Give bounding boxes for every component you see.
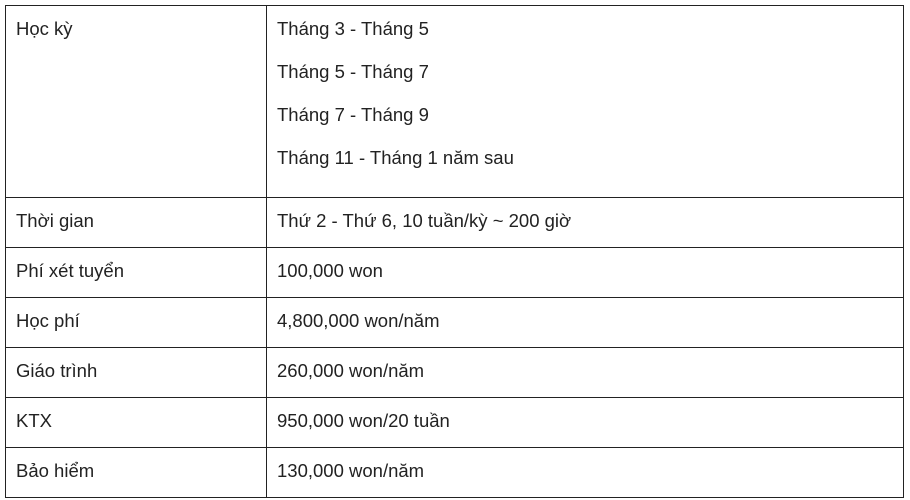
table-row-application-fee xyxy=(6,248,904,298)
value-cell xyxy=(267,398,904,448)
value-cell xyxy=(267,348,904,398)
value-cell xyxy=(267,448,904,498)
semester-item: Tháng 3 - Tháng 5 xyxy=(277,18,429,39)
info-table xyxy=(5,5,904,498)
label-cell xyxy=(6,398,267,448)
label-cell xyxy=(6,348,267,398)
row-label: Thời gian xyxy=(16,210,94,231)
row-value: Thứ 2 - Thứ 6, 10 tuần/kỳ ~ 200 giờ xyxy=(277,210,572,231)
label-cell xyxy=(6,298,267,348)
row-value: 260,000 won/năm xyxy=(277,360,425,381)
row-value: 100,000 won xyxy=(277,260,383,281)
table-row-semester xyxy=(6,6,904,198)
table-row-dormitory xyxy=(6,398,904,448)
semester-item: Tháng 5 - Tháng 7 xyxy=(277,61,429,82)
row-label: Giáo trình xyxy=(16,360,98,381)
label-cell xyxy=(6,198,267,248)
table-row-tuition xyxy=(6,298,904,348)
label-cell xyxy=(6,6,267,198)
row-value: 130,000 won/năm xyxy=(277,460,425,481)
semester-item: Tháng 7 - Tháng 9 xyxy=(277,104,429,125)
value-cell xyxy=(267,6,904,198)
row-value: 4,800,000 won/năm xyxy=(277,310,440,331)
table-row-duration xyxy=(6,198,904,248)
row-label: Phí xét tuyển xyxy=(16,260,124,281)
row-label: KTX xyxy=(16,410,52,431)
semester-item: Tháng 11 - Tháng 1 năm sau xyxy=(277,147,514,168)
value-cell xyxy=(267,248,904,298)
row-value: 950,000 won/20 tuần xyxy=(277,410,450,431)
row-label: Bảo hiểm xyxy=(16,460,95,481)
value-cell xyxy=(267,298,904,348)
table-row-insurance xyxy=(6,448,904,498)
semester-list xyxy=(267,6,903,168)
table-row-textbook xyxy=(6,348,904,398)
label-cell xyxy=(6,248,267,298)
row-label: Học phí xyxy=(16,310,80,331)
value-cell xyxy=(267,198,904,248)
row-label: Học kỳ xyxy=(16,18,73,39)
label-cell xyxy=(6,448,267,498)
